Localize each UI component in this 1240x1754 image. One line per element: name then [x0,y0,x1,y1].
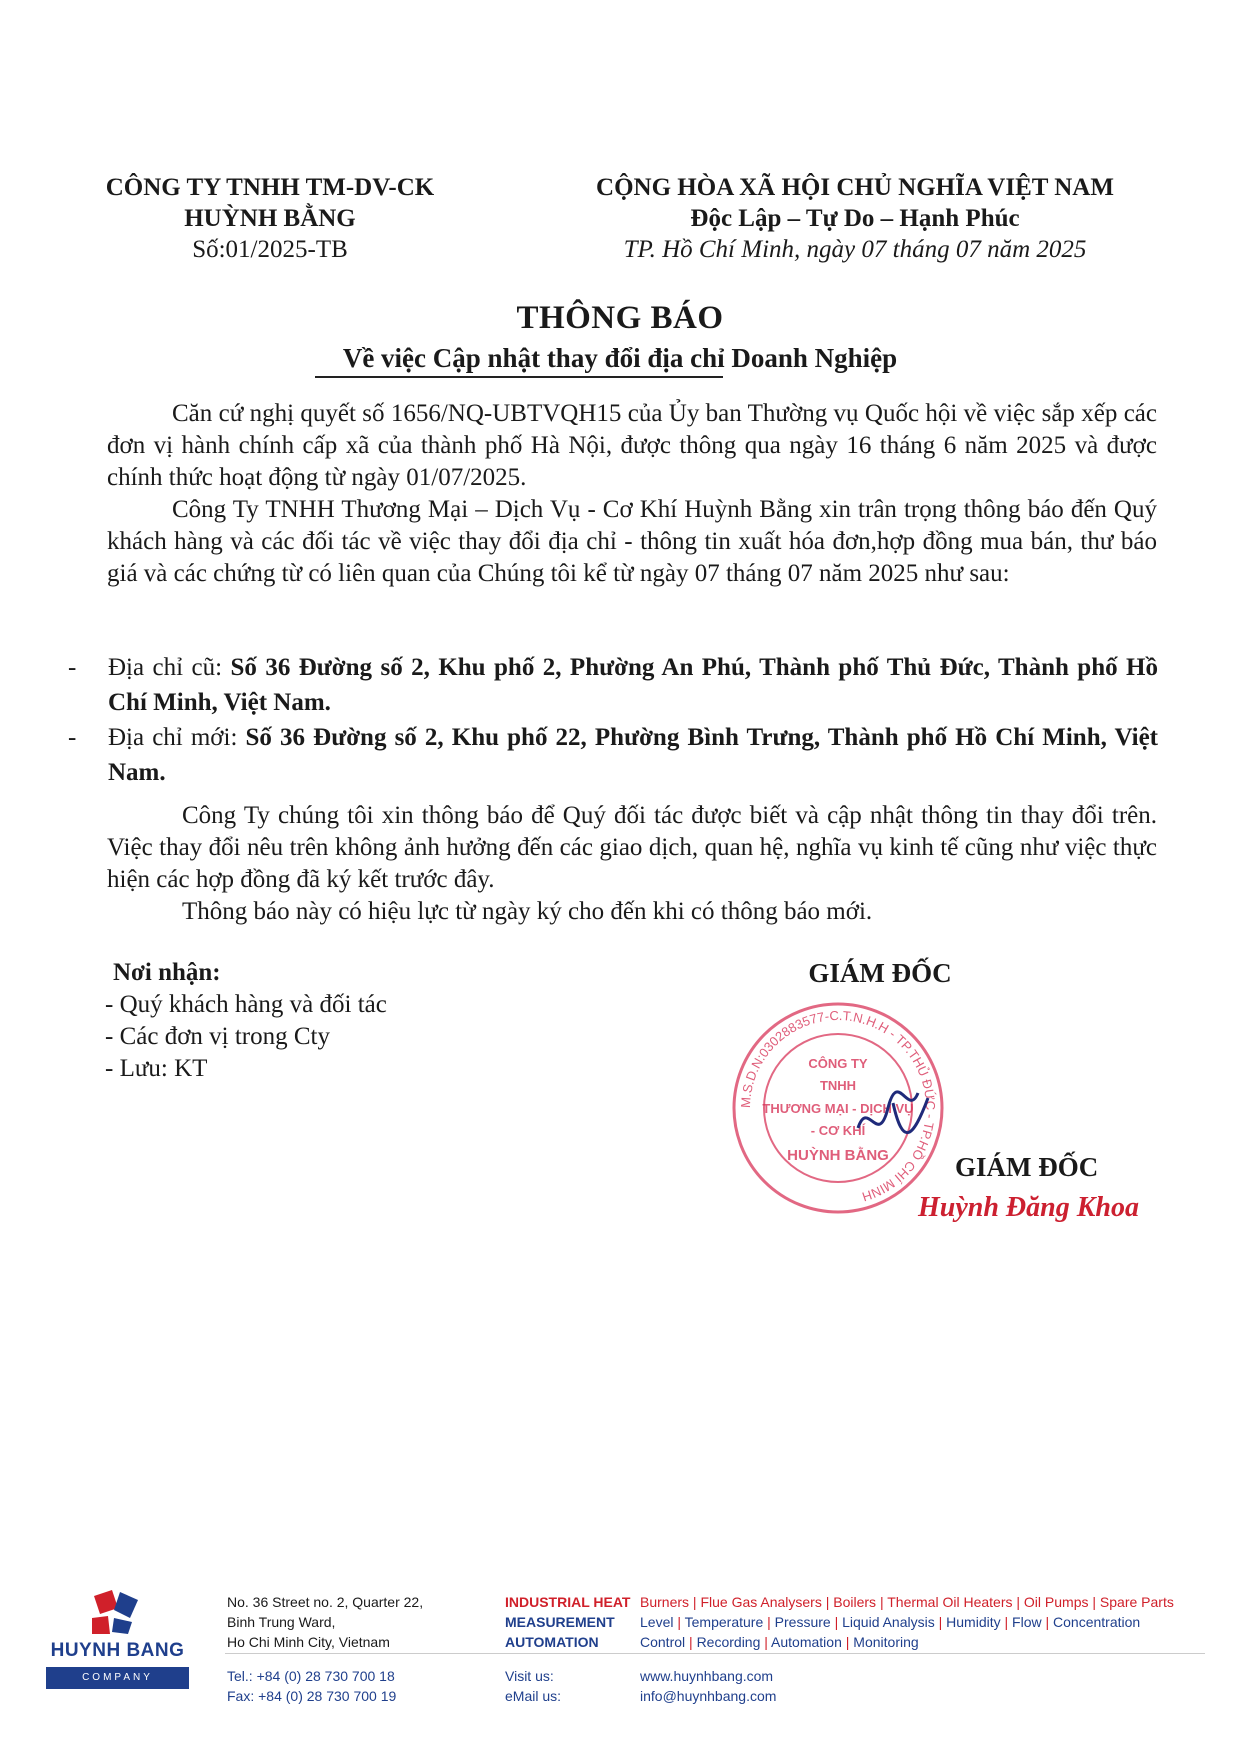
product-item: Temperature [684,1614,764,1630]
product-item: Burners [640,1594,690,1610]
old-address-label: Địa chỉ cũ: [108,654,231,681]
old-address-value: Số 36 Đường số 2, Khu phố 2, Phường An Phú, Thành phố Thủ Đức, Thành phố Hồ Chí Minh, Việt Nam. [108,654,1158,716]
footer-contact-values [640,1666,776,1706]
product-separator: | [689,1594,701,1610]
product-item: Level [640,1614,674,1630]
product-separator: | [876,1594,888,1610]
product-separator: | [685,1634,697,1650]
recipients-heading: Nơi nhận: [113,959,221,986]
footer-divider [225,1653,1205,1654]
seal-line: HUỲNH BẰNG [787,1147,889,1164]
footer-address-line: No. 36 Street no. 2, Quarter 22, [227,1594,424,1610]
product-separator: | [760,1634,772,1650]
products-heat-row [640,1592,1174,1612]
seal-line: - CƠ KHÍ [810,1123,866,1138]
footer-phone [227,1666,396,1706]
email-label: eMail us: [505,1688,562,1704]
product-item: Flue Gas Analysers [700,1594,822,1610]
paragraph-legal-basis: Căn cứ nghị quyết số 1656/NQ-UBTVQH15 của Ủy ban Thường vụ Quốc hội về việc sắp xếp các đơn vị hành chính cấp xã của thành phố Hà Nội, được thông qua ngày 16 tháng 6 năm 2025 và được chính thức hoạt động từ ngày 01/07/2025. [107,400,1157,491]
company-seal [728,998,948,1218]
sector-heat: INDUSTRIAL HEAT [505,1594,631,1610]
company-header [80,172,460,265]
product-item: Boilers [833,1594,877,1610]
seal-ring-text: M.S.D.N:0302883577-C.T.N.H.H - TP.THỦ ĐỨC - TP.HỒ CHÍ MINH [737,1007,939,1205]
product-separator: | [830,1614,843,1630]
recipient-item: - Lưu: KT [105,1055,208,1082]
product-separator: | [673,1614,685,1630]
footer-contact-labels [505,1666,561,1706]
product-separator: | [841,1634,854,1650]
footer-tel: Tel.: +84 (0) 28 730 700 18 [227,1668,395,1684]
company-name-line1: CÔNG TY TNHH TM-DV-CK [105,174,435,201]
product-item: Concentration [1053,1614,1141,1630]
intro-section [107,398,1157,590]
national-header [545,172,1165,265]
address-list [68,650,1158,790]
document-number: Số:01/2025-TB [192,236,348,263]
product-separator: | [1012,1594,1024,1610]
product-separator: | [1000,1614,1013,1630]
recipient-item: - Các đơn vị trong Cty [105,1023,330,1050]
visit-label: Visit us: [505,1668,554,1684]
national-title: CỘNG HÒA XÃ HỘI CHỦ NGHĨA VIỆT NAM [596,174,1114,201]
bullet-dash: - [68,724,77,751]
footer-address-line: Ho Chi Minh City, Vietnam [227,1634,390,1650]
email-link[interactable]: info@huynhbang.com [640,1688,777,1704]
product-item: Oil Pumps [1023,1594,1089,1610]
footer-sectors [505,1592,630,1652]
director-title: GIÁM ĐỐC [808,958,952,988]
logo-subtitle: COMPANY [46,1667,189,1689]
footer-address [227,1592,423,1652]
subtitle-underline [315,376,723,378]
bullet-dash: - [68,654,77,681]
new-address-value: Số 36 Đường số 2, Khu phố 22, Phường Bình Trưng, Thành phố Hồ Chí Minh, Việt Nam. [108,724,1158,786]
sector-automation: AUTOMATION [505,1634,599,1650]
logo-name: HUYNH BANG [50,1640,185,1661]
old-address-item [68,650,1158,720]
footer-address-line: Binh Trung Ward, [227,1614,336,1630]
product-separator: | [934,1614,947,1630]
products-measurement-row [640,1612,1174,1632]
product-item: Liquid Analysis [842,1614,935,1630]
new-address-item [68,720,1158,790]
company-name-line2: HUỲNH BẰNG [184,205,356,232]
product-item: Recording [696,1634,761,1650]
recipient-item: - Quý khách hàng và đối tác [105,991,387,1018]
paragraph-announcement: Công Ty TNHH Thương Mại – Dịch Vụ - Cơ Khí Huỳnh Bằng xin trân trọng thông báo đến Quý khách hàng và các đối tác về việc thay đổi địa chỉ - thông tin xuất hóa đơn,hợp đồng mua bán, thư báo giá và các chứng từ có liên quan của Chúng tôi kể từ ngày 07 tháng 07 năm 2025 như sau: [107,496,1157,587]
product-item: Spare Parts [1099,1594,1174,1610]
seal-line: TNHH [819,1078,857,1093]
product-item: Flow [1012,1614,1042,1630]
stamp-director-title: GIÁM ĐỐC [955,1152,1099,1182]
product-item: Pressure [774,1614,831,1630]
paragraph-closing: Công Ty chúng tôi xin thông báo để Quý đối tác được biết và cập nhật thông tin thay đổi trên. Việc thay đổi nêu trên không ảnh hưởng đến các giao dịch, quan hệ, nghĩa vụ kinh tế cũng như việc thực hiện các hợp đồng đã ký kết trước đây. [107,802,1157,893]
footer-fax: Fax: +84 (0) 28 730 700 19 [227,1688,397,1704]
product-separator: | [763,1614,775,1630]
logo-mark-icon [46,1588,189,1636]
product-separator: | [821,1594,834,1610]
new-address-label: Địa chỉ mới: [108,724,246,751]
document-subtitle: Về việc Cập nhật thay đổi địa chỉ Doanh Nghiệp [342,343,898,373]
company-logo [46,1588,189,1689]
product-item: Monitoring [853,1634,919,1650]
product-item: Control [640,1634,686,1650]
product-item: Automation [771,1634,842,1650]
product-separator: | [1088,1594,1100,1610]
document-date: TP. Hồ Chí Minh, ngày 07 tháng 07 năm 2025 [623,236,1087,263]
recipients-block [105,957,387,1085]
seal-line: CÔNG TY [808,1056,868,1071]
signer-name: Huỳnh Đăng Khoa [918,1192,1139,1223]
products-automation-row [640,1632,1174,1652]
paragraph-effective: Thông báo này có hiệu lực từ ngày ký cho đến khi có thông báo mới. [182,898,873,925]
seal-line: THƯƠNG MẠI - DỊCH VỤ [762,1101,914,1116]
product-separator: | [1041,1614,1054,1630]
product-item: Humidity [946,1614,1001,1630]
sector-measurement: MEASUREMENT [505,1614,615,1630]
document-title: THÔNG BÁO [516,300,724,336]
closing-section [107,800,1157,928]
footer-products [640,1592,1174,1652]
website-link[interactable]: www.huynhbang.com [640,1668,774,1684]
product-item: Thermal Oil Heaters [887,1594,1013,1610]
national-motto: Độc Lập – Tự Do – Hạnh Phúc [690,205,1020,232]
